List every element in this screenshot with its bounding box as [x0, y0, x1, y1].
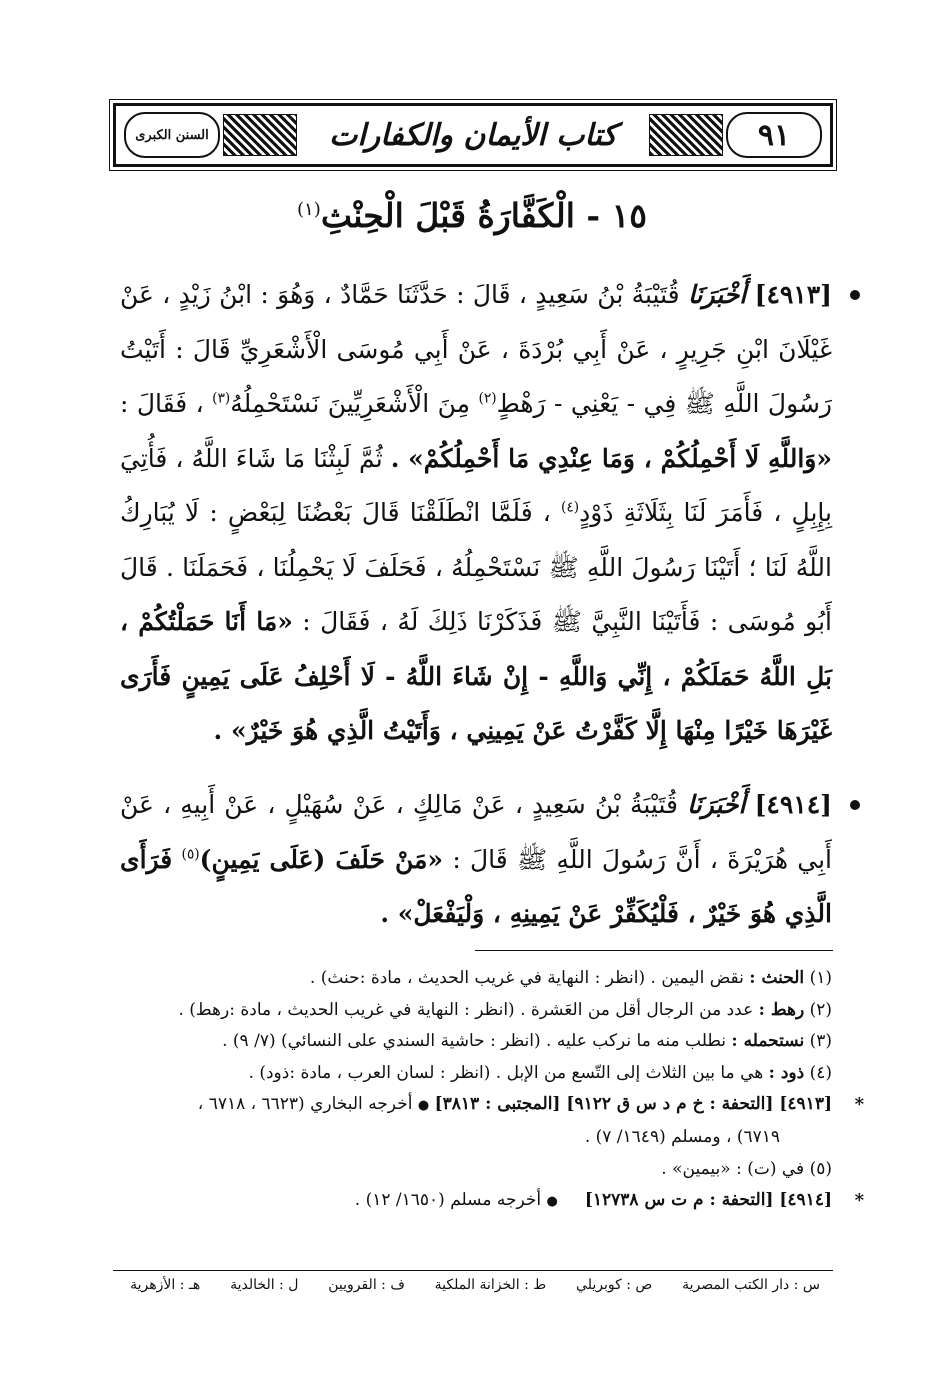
footnote-text: (٥) في (ت) : «بيمين» . — [661, 1158, 832, 1179]
header-left-ornament — [649, 112, 822, 158]
hadith-text: قُتَيْبَةُ بْنُ سَعِيدٍ ، قَالَ : حَدَّثَنَا حَمَّادٌ ، وَهُوَ : ابْنُ زَيْدٍ ، عَنْ غَيْلَانَ ابْنِ جَرِيرٍ ، عَنْ أَبِي بُرْدَةَ ، عَنْ أَبِي مُوسَى الْأَشْعَرِيِّ قَالَ : أَتَيْتُ رَسُولَ اللَّهِ ﷺ فِي - يَعْنِي - رَهْطٍ — [120, 280, 833, 418]
key-item: ط : الخزانة الملكية — [434, 1277, 547, 1293]
chapter-title-text: ١٥ - الْكَفَّارَةُ قَبْلَ الْحِنْثِ — [320, 196, 648, 235]
key-separator — [113, 1270, 833, 1271]
key-item: ص : كوبريلي — [576, 1277, 653, 1293]
ornament-band — [223, 114, 297, 156]
narration-opening: أَخْبَرَنَا — [687, 280, 747, 309]
star-icon: * — [854, 1094, 864, 1116]
series-logo — [124, 112, 220, 158]
bullet-icon — [850, 290, 860, 300]
prophet-quote: «وَاللَّهِ لَا أَحْمِلُكُمْ ، وَمَا عِنْدِي مَا أَحْمِلُكُمْ» . — [390, 443, 832, 473]
footnote-ref: (٣) — [212, 390, 231, 407]
takhrij-4914 — [120, 1185, 864, 1218]
key-item: ل : الخالدية — [230, 1277, 299, 1293]
page-header — [113, 103, 833, 167]
hadith-text: قُتَيْبَةُ بْنُ سَعِيدٍ ، عَنْ مَالِكٍ ، عَنْ سُهَيْلٍ ، عَنْ أَبِيهِ ، عَنْ أَبِي هُرَيْرَةَ ، أَنَّ رَسُولَ اللَّهِ ﷺ قَالَ : — [120, 790, 832, 874]
chapter-title — [0, 196, 944, 235]
footnote-number: (٣) — [809, 1031, 832, 1052]
footnote-term: ذود : — [768, 1062, 805, 1083]
takhrij-reference: [٤٩١٣] [التحفة : خ م د س ق ٩١٢٢] [المجتبى : ٣٨١٣] — [434, 1094, 832, 1115]
footnote-ref: (١) — [296, 199, 321, 220]
footnote-4 — [120, 1058, 832, 1090]
page-number-text: ٩١ — [757, 117, 791, 153]
footnote-2 — [120, 995, 832, 1027]
footnote-term: نستحمله : — [731, 1031, 805, 1052]
footnote-text: نطلب منه ما نركب عليه . (انظر : حاشية السندي على النسائي) (٧/ ٩) . — [222, 1031, 726, 1052]
hadith-4914 — [120, 778, 832, 942]
footnote-number: (٤) — [809, 1062, 832, 1083]
bullet-icon: ● — [417, 1098, 430, 1114]
hadith-4913 — [120, 268, 832, 759]
footnote-separator — [475, 950, 833, 951]
takhrij-text: أخرجه مسلم (١٦٥٠/ ١٢) . — [354, 1190, 542, 1211]
footnote-number: (١) — [809, 968, 832, 988]
book-title: كتاب الأيمان والكفارات — [329, 117, 617, 153]
takhrij-reference: [٤٩١٤] [التحفة : م ت س ١٢٧٣٨] — [584, 1190, 832, 1211]
footnote-term: رهط : — [758, 999, 805, 1020]
takhrij-text: أخرجه البخاري (٦٦٢٣ ، ٦٧١٨ ، — [197, 1094, 413, 1115]
footnote-ref: (٤) — [561, 499, 580, 516]
bullet-icon — [850, 800, 860, 810]
footnote-1 — [120, 963, 832, 995]
prophet-quote: فَرَأَى الَّذِي هُوَ خَيْرٌ ، فَلْيُكَفِّرْ عَنْ يَمِينِهِ ، وَلْيَفْعَلْ» . — [120, 844, 832, 928]
star-icon: * — [854, 1190, 864, 1212]
page-number — [726, 112, 822, 158]
takhrij-4913-continued — [120, 1122, 832, 1154]
footnote-ref: (٢) — [478, 390, 497, 407]
footnote-5 — [120, 1154, 832, 1186]
hadith-text: ، فَقَالَ : — [120, 389, 204, 418]
ornament-band — [649, 114, 723, 156]
key-item: ف : القرويين — [328, 1277, 405, 1293]
key-item: س : دار الكتب المصرية — [682, 1277, 820, 1293]
footnote-text: نقض اليمين . (انظر : النهاية في غريب الحديث ، مادة :حنث) . — [309, 968, 744, 988]
hadith-number: [٤٩١٤] — [754, 790, 832, 819]
header-right-ornament — [124, 112, 297, 158]
prophet-quote: «مَنْ حَلَفَ (عَلَى يَمِينٍ) — [199, 844, 444, 874]
footnote-text: عدد من الرجال أقل من العَشرة . (انظر : النهاية في غريب الحديث ، مادة :رهط) . — [178, 999, 754, 1020]
series-logo-text: السنن الكبرى — [135, 127, 209, 143]
manuscript-key — [130, 1277, 820, 1293]
hadith-text: ثُمَّ لَبِثْنَا مَا شَاءَ اللَّهُ ، فَأُتِيَ بِإِبِلٍ ، فَأَمَرَ لَنَا بِثَلَاثَةِ ذَوْدٍ — [120, 443, 832, 527]
footnote-3 — [120, 1026, 832, 1058]
hadith-text: مِنَ الْأَشْعَرِيِّينَ نَسْتَحْمِلُهُ — [230, 389, 471, 418]
footnote-text: هي ما بين الثلاث إلى التّسع من الإبل . (انظر : لسان العرب ، مادة :ذود) . — [248, 1062, 764, 1083]
key-item: هـ : الأزهرية — [130, 1277, 201, 1293]
hadith-number: [٤٩١٣] — [754, 280, 833, 309]
takhrij-4913 — [120, 1089, 864, 1122]
footnotes — [120, 963, 864, 1218]
footnote-ref: (٥) — [181, 846, 200, 863]
prophet-quote: «مَا أَنَا حَمَلْتُكُمْ ، بَلِ اللَّهُ حَمَلَكُمْ ، إِنِّي وَاللَّهِ - إِنْ شَاءَ اللَّهُ - لَا أَحْلِفُ عَلَى يَمِينٍ فَأَرَى غَيْرَهَا خَيْرًا مِنْهَا إِلَّا كَفَّرْتُ عَنْ يَمِينِي ، وَأَتَيْتُ الَّذِي هُوَ خَيْرٌ» . — [120, 607, 832, 745]
footnote-term: الحنث : — [749, 968, 805, 988]
footnote-number: (٢) — [809, 999, 832, 1020]
hadith-text: ، فَلَمَّا انْطَلَقْنَا قَالَ بَعْضُنَا لِبَعْضٍ : لَا يُبَارِكُ اللَّهُ لَنَا ؛ أَتَيْنَا رَسُولَ اللَّهِ ﷺ نَسْتَحْمِلُهُ ، فَحَلَفَ لَا يَحْمِلُنَا ، فَحَمَلَنَا . قَالَ أَبُو مُوسَى : فَأَتَيْنَا النَّبِيَّ ﷺ فَذَكَرْنَا ذَلِكَ لَهُ ، فَقَالَ : — [120, 498, 832, 636]
bullet-icon: ● — [546, 1194, 558, 1210]
narration-opening: أَخْبَرَنَا — [687, 790, 746, 819]
takhrij-text: ٦٧١٩) ، ومسلم (١٦٤٩/ ٧) . — [584, 1126, 780, 1147]
